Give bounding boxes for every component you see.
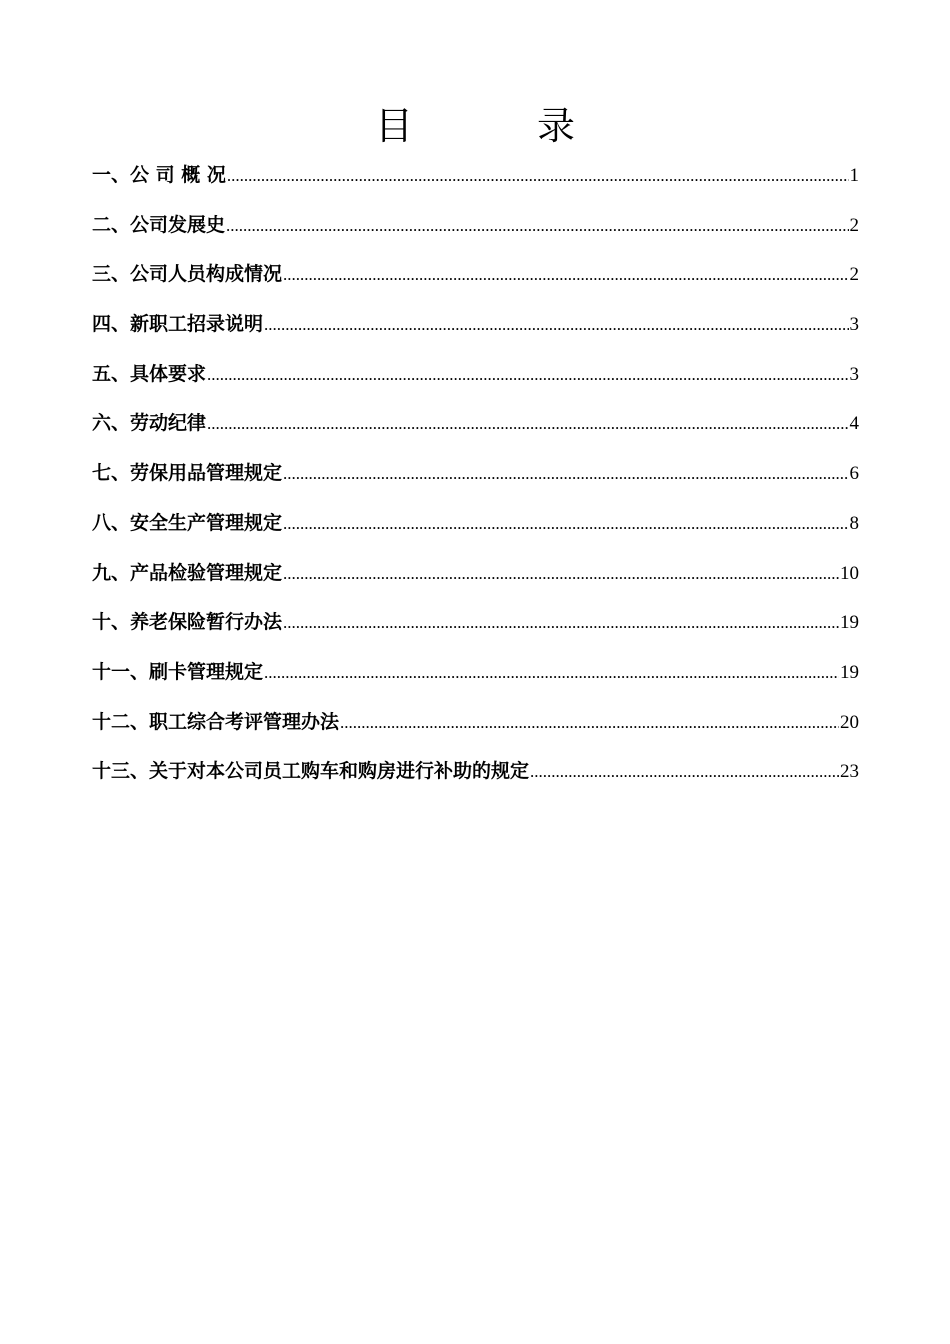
toc-page-number: 19 (840, 661, 859, 683)
toc-entry-label: 一、公 司 概 况 (92, 164, 226, 186)
toc-entry[interactable] (92, 257, 859, 307)
toc-dot-leader (226, 209, 848, 243)
toc-entry[interactable] (92, 506, 859, 556)
toc-entry[interactable] (92, 754, 859, 804)
toc-dot-leader (207, 407, 848, 441)
toc-dot-leader (283, 258, 848, 292)
toc-entry[interactable] (92, 705, 859, 755)
toc-page-number: 2 (849, 264, 859, 286)
toc-entry[interactable] (92, 307, 859, 357)
toc-entry-label: 八、安全生产管理规定 (92, 511, 283, 534)
toc-entry-label: 四、新职工招录说明 (92, 313, 264, 336)
toc-entry-label: 七、劳保用品管理规定 (92, 462, 283, 485)
toc-page-number: 6 (849, 463, 859, 485)
page-title: 目 录 (374, 104, 632, 148)
toc-entry[interactable] (92, 208, 859, 258)
toc-entry[interactable] (92, 556, 859, 606)
toc-entry-label: 十二、职工综合考评管理办法 (92, 710, 340, 733)
toc-entry-label: 五、具体要求 (92, 362, 207, 385)
toc-entry-label: 十一、刷卡管理规定 (92, 660, 264, 683)
toc-entry-label: 十三、关于对本公司员工购车和购房进行补助的规定 (92, 760, 530, 783)
toc-dot-leader (227, 159, 849, 193)
toc-entry[interactable] (92, 456, 859, 506)
toc-dot-leader (283, 457, 848, 491)
toc-entry-label: 三、公司人员构成情况 (92, 263, 283, 286)
toc-page-number: 3 (849, 314, 859, 336)
toc-entry[interactable] (92, 605, 859, 655)
toc-entry-label: 二、公司发展史 (92, 213, 226, 236)
toc-entry[interactable] (92, 655, 859, 705)
toc-dot-leader (530, 755, 839, 789)
toc-page-number: 19 (840, 612, 859, 634)
toc-entry-label: 六、劳动纪律 (92, 412, 207, 435)
toc-page-number: 3 (849, 363, 859, 385)
toc-page-number: 10 (840, 562, 859, 584)
toc-dot-leader (283, 507, 848, 541)
toc-dot-leader (283, 557, 839, 591)
toc-page-number: 1 (849, 165, 859, 186)
toc-dot-leader (283, 606, 839, 640)
toc-page-number: 20 (840, 711, 859, 733)
toc-dot-leader (264, 308, 848, 342)
toc-dot-leader (264, 656, 839, 690)
toc-dot-leader (340, 706, 839, 740)
toc-page-number: 23 (840, 761, 859, 783)
toc-dot-leader (207, 358, 848, 392)
toc-page-number: 8 (849, 512, 859, 534)
toc-entry-label: 九、产品检验管理规定 (92, 561, 283, 584)
toc-entry[interactable] (92, 158, 859, 208)
toc-entry[interactable] (92, 357, 859, 407)
toc-page-number: 2 (849, 214, 859, 236)
toc-page-number: 4 (849, 413, 859, 435)
toc-list (92, 158, 859, 804)
toc-entry-label: 十、养老保险暂行办法 (92, 611, 283, 634)
toc-entry[interactable] (92, 406, 859, 456)
